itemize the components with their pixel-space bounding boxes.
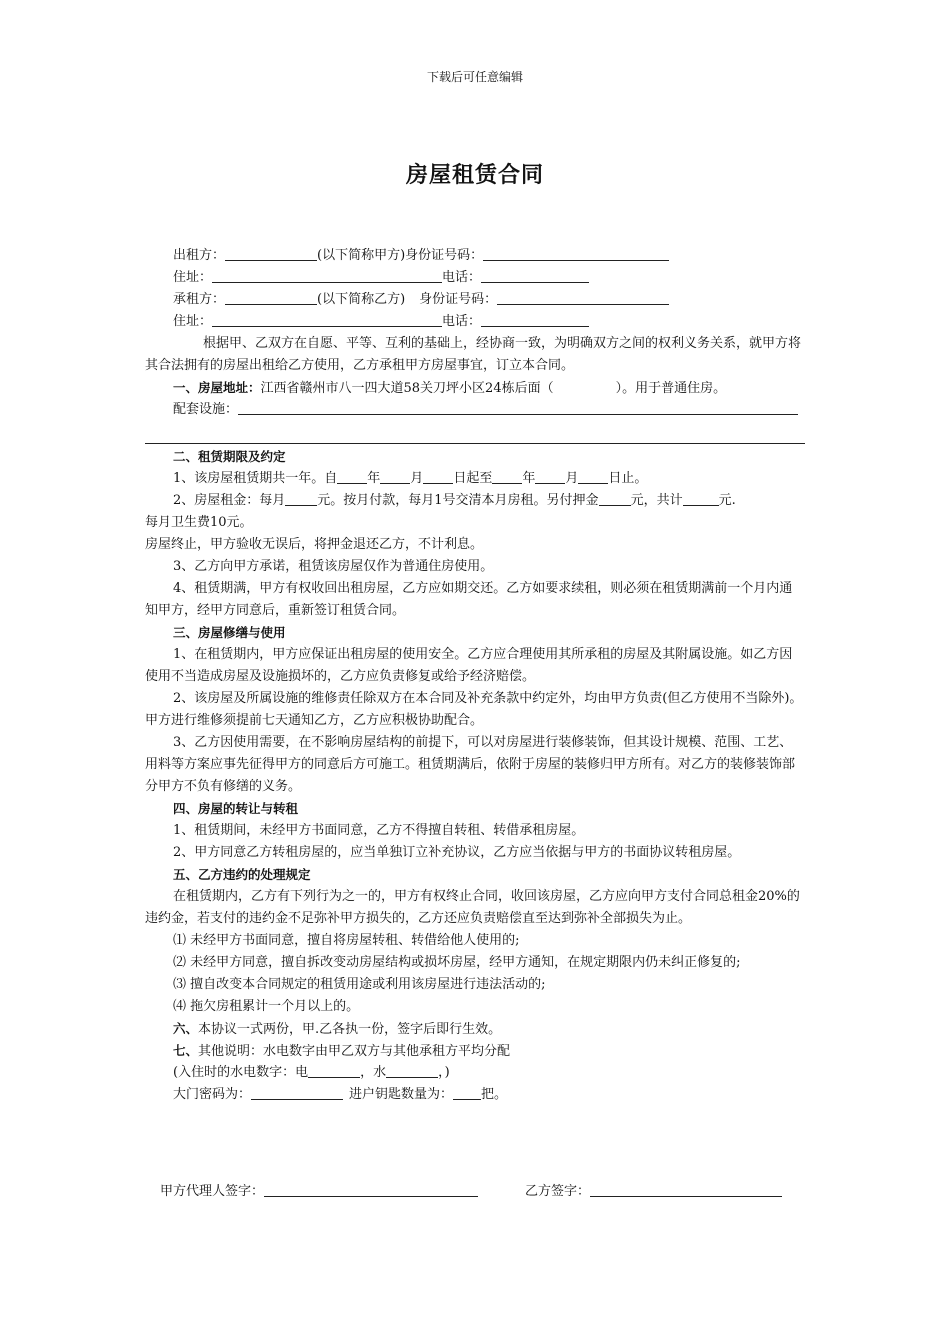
key-count-unit: 把。	[481, 1087, 508, 1102]
start-month-blank[interactable]	[380, 469, 410, 484]
header-note: 下载后可任意编辑	[426, 70, 523, 84]
sanitation-fee: 每月卫生费10元。	[145, 515, 253, 530]
deposit-return: 房屋终止，甲方验收无误后，将押金退还乙方，不计利息。	[145, 537, 484, 552]
intro-paragraph: 根据甲、乙双方在自愿、平等、互利的基础上，经协商一致，为明确双方之间的权利义务关系，就甲方将其合法拥有的房屋出租给乙方使用，乙方承租甲方房屋事宜，订立本合同。	[145, 336, 802, 373]
sublet-clause-1: 1、租赁期间，未经甲方书面同意，乙方不得擅自转租、转借承租房屋。	[173, 823, 585, 838]
lessee-phone-label: 电话：	[442, 314, 482, 329]
facilities-label: 配套设施：	[173, 402, 239, 417]
repair-clause-2: 2、该房屋及所属设施的维修责任除双方在本合同及补充条款中约定外，均由甲方负责(但乙方使用不当除外)。甲方进行维修须提前七天通知乙方，乙方应积极协助配合。	[145, 691, 803, 728]
end-month-blank[interactable]	[535, 469, 565, 484]
document-title: 房屋租赁合同	[405, 163, 544, 188]
section-5-heading-line	[145, 864, 805, 886]
rent-text-4: 元.	[718, 493, 736, 508]
section-2-heading-line	[145, 446, 805, 468]
party-a-signature-blank[interactable]	[264, 1182, 478, 1197]
sublet-clause-2: 2、甲方同意乙方转租房屋的，应当单独订立补充协议，乙方应当依据与甲方的书面协议转租房屋。	[173, 845, 741, 860]
lessee-abbrev: (以下简称乙方)	[317, 292, 406, 307]
breach-item-4: ⑷ 拖欠房租累计一个月以上的。	[173, 999, 360, 1014]
term-text-5: 年	[522, 471, 536, 486]
deposit-blank[interactable]	[599, 491, 631, 506]
breach-item-1: ⑴ 未经甲方书面同意，擅自将房屋转租、转借给他人使用的;	[173, 933, 520, 948]
term-text-1: 1、该房屋租赁期共一年。自	[173, 471, 338, 486]
section-6-heading: 六、	[173, 1021, 199, 1036]
repair-clause-3: 3、乙方因使用需要，在不影响房屋结构的前提下，可以对房屋进行装修装饰，但其设计规模、范围、工艺、用料等方案应事先征得甲方的同意后方可施工。租赁期满后，依附于房屋的装修归甲方所有。对乙方的装修装饰部分甲方不负有修缮的义务。	[145, 735, 796, 794]
meter-line	[145, 1062, 805, 1084]
monthly-rent-blank[interactable]	[285, 491, 317, 506]
section-6-line	[145, 1018, 805, 1040]
lessor-id-blank[interactable]	[483, 246, 669, 261]
total-blank[interactable]	[683, 491, 719, 506]
section-3-heading: 三、房屋修缮与使用	[173, 625, 286, 640]
lessor-address-label: 住址：	[173, 270, 213, 285]
key-count-label: 进户钥匙数量为：	[349, 1087, 454, 1102]
key-count-blank[interactable]	[453, 1085, 481, 1100]
property-usage: ）。用于普通住房。	[615, 381, 727, 396]
facilities-line	[145, 399, 805, 421]
term-text-4: 日起至	[453, 471, 493, 486]
facilities-blank-2[interactable]	[145, 421, 805, 444]
party-b-signature-blank[interactable]	[590, 1182, 782, 1197]
lessee-address-line	[145, 311, 805, 333]
lessor-address-line	[145, 267, 805, 289]
usage-promise: 3、乙方向甲方承诺，租赁该房屋仅作为普通住房使用。	[173, 559, 494, 574]
rent-text-2: 元。按月付款，每月1号交清本月房租。另付押金	[317, 493, 599, 508]
section-6-text: 本协议一式两份，甲.乙各执一份，签字后即行生效。	[198, 1022, 502, 1037]
rent-text-1: 2、房屋租金：每月	[173, 493, 286, 508]
party-b-signature-label: 乙方签字：	[525, 1184, 591, 1199]
lessor-name-blank[interactable]	[225, 246, 317, 261]
rent-line	[145, 490, 805, 512]
section-4-heading-line	[145, 798, 805, 820]
start-year-blank[interactable]	[337, 469, 367, 484]
door-code-blank[interactable]	[251, 1085, 343, 1100]
section-4-heading: 四、房屋的转让与转租	[173, 801, 299, 816]
lessee-line	[145, 289, 805, 311]
electricity-blank[interactable]	[308, 1063, 360, 1078]
term-text-6: 月	[565, 471, 579, 486]
section-2-heading: 二、租赁期限及约定	[173, 449, 286, 464]
breach-item-2: ⑵ 未经甲方同意，擅自拆改变动房屋结构或损坏房屋，经甲方通知，在规定期限内仍未纠正修复的;	[173, 955, 741, 970]
term-text-7: 日止。	[608, 471, 648, 486]
section-7-line	[145, 1040, 805, 1062]
section-3-heading-line	[145, 622, 805, 644]
lessor-address-blank[interactable]	[212, 268, 442, 283]
start-day-blank[interactable]	[423, 469, 453, 484]
water-blank[interactable]	[386, 1063, 438, 1078]
term-text-3: 月	[410, 471, 424, 486]
lessor-phone-label: 电话：	[442, 270, 482, 285]
lessee-phone-blank[interactable]	[481, 312, 589, 327]
property-address: 江西省赣州市八一四大道58关刀坪小区24栋后面（	[260, 381, 554, 396]
lessor-abbrev: (以下简称甲方)	[317, 248, 406, 263]
breach-intro: 在租赁期内，乙方有下列行为之一的，甲方有权终止合同，收回该房屋，乙方应向甲方支付合同总租金20%的违约金，若支付的违约金不足弥补甲方损失的，乙方还应负责赔偿直至达到弥补全部损失为止。	[145, 889, 800, 926]
breach-item-3: ⑶ 擅自改变本合同规定的租赁用途或利用该房屋进行违法活动的;	[173, 977, 546, 992]
lessee-address-label: 住址：	[173, 314, 213, 329]
lessee-address-blank[interactable]	[212, 312, 442, 327]
term-text-2: 年	[367, 471, 381, 486]
meter-text-1: (入住时的水电数字：电	[173, 1065, 309, 1080]
end-day-blank[interactable]	[578, 469, 608, 484]
lessee-id-blank[interactable]	[497, 290, 669, 305]
end-year-blank[interactable]	[492, 469, 522, 484]
lessor-id-label: 身份证号码：	[405, 248, 484, 263]
term-line	[145, 468, 805, 490]
lessor-line	[145, 245, 805, 267]
rent-text-3: 元，共计	[630, 493, 683, 508]
section-7-text: 其他说明：水电数字由甲乙双方与其他承租方平均分配	[198, 1044, 511, 1059]
contract-body	[145, 245, 805, 1106]
lessor-label: 出租方：	[173, 248, 226, 263]
section-1-address	[145, 377, 805, 399]
section-7-heading: 七、	[173, 1043, 199, 1058]
section-1-heading: 一、房屋地址：	[173, 380, 261, 395]
lessee-label: 承租方：	[173, 292, 226, 307]
section-5-heading: 五、乙方违约的处理规定	[173, 867, 311, 882]
party-a-signature-line	[160, 1180, 478, 1199]
repair-clause-1: 1、在租赁期内，甲方应保证出租房屋的使用安全。乙方应合理使用其所承租的房屋及其附属设施。如乙方因使用不当造成房屋及设施损坏的，乙方应负责修复或给予经济赔偿。	[145, 647, 793, 684]
meter-text-3: ，)	[438, 1065, 450, 1080]
door-code-label: 大门密码为：	[173, 1087, 252, 1102]
meter-text-2: ，水	[360, 1065, 387, 1080]
party-b-signature-line	[525, 1180, 782, 1199]
renewal-clause: 4、租赁期满，甲方有权收回出租房屋，乙方应如期交还。乙方如要求续租，则必须在租赁期满前一个月内通知甲方，经甲方同意后，重新签订租赁合同。	[145, 581, 793, 618]
facilities-blank[interactable]	[238, 400, 798, 415]
lessee-name-blank[interactable]	[225, 290, 317, 305]
lessee-id-label: 身份证号码：	[419, 292, 498, 307]
party-a-signature-label: 甲方代理人签字：	[160, 1184, 265, 1199]
door-line	[145, 1084, 805, 1106]
lessor-phone-blank[interactable]	[481, 268, 589, 283]
